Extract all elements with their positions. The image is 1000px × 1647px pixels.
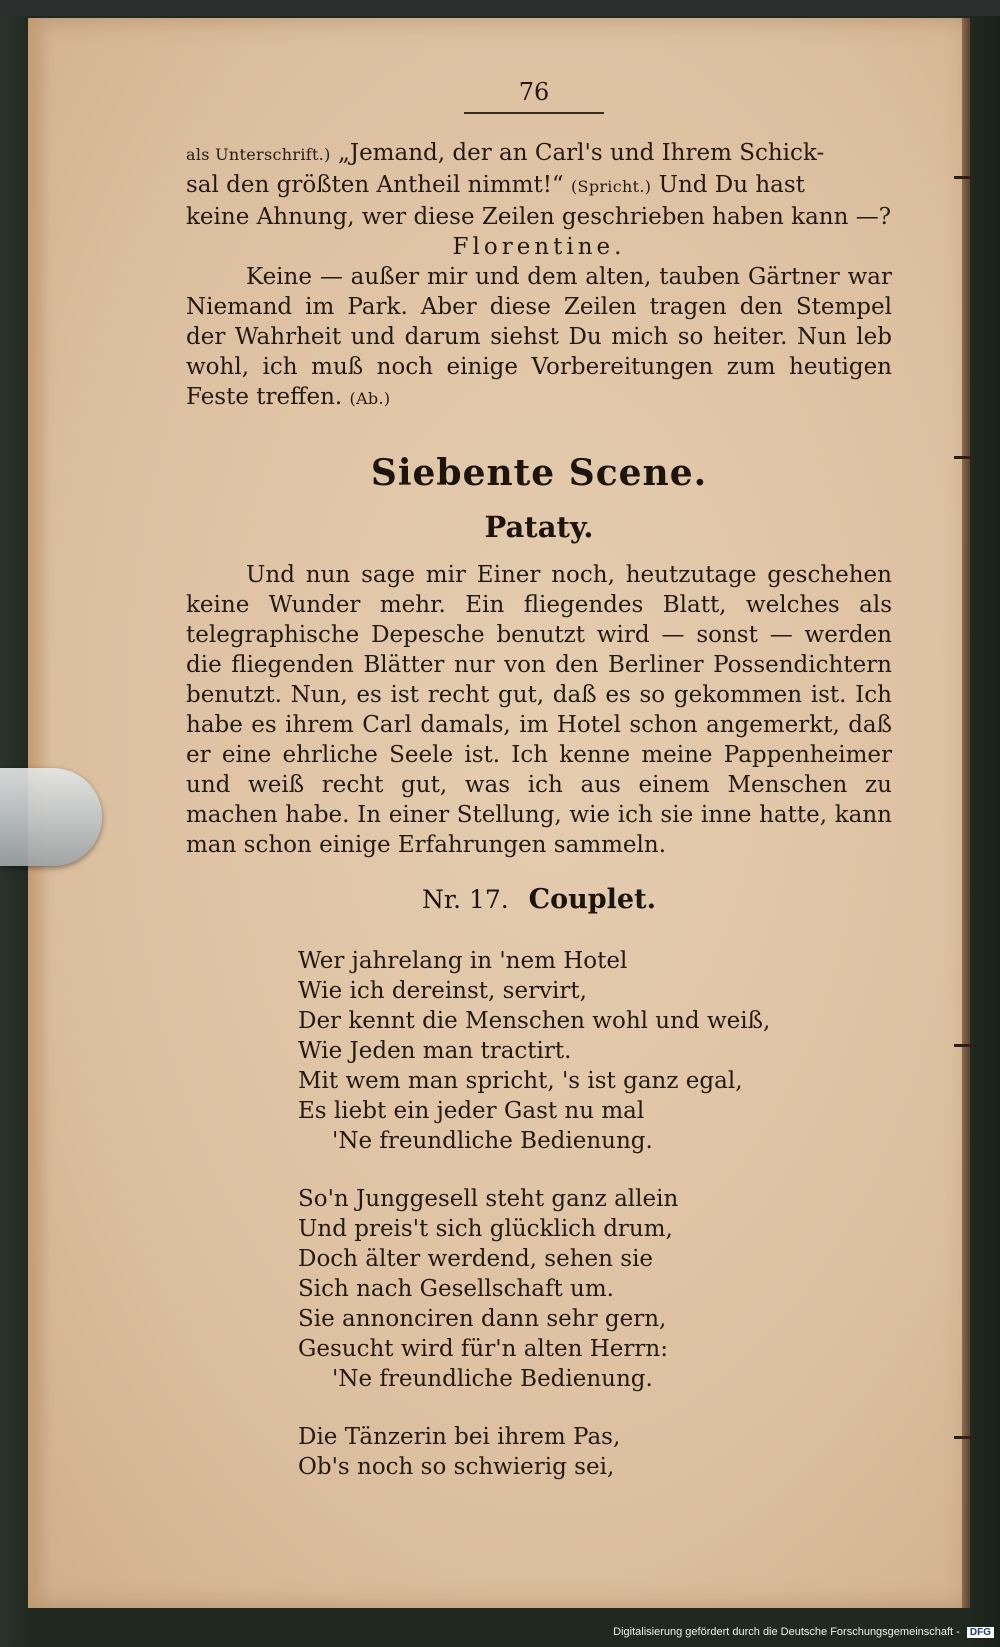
margin-mark [954, 1044, 976, 1047]
verse-2 [298, 1184, 858, 1394]
verse-line: Wie ich dereinst, servirt, [298, 978, 587, 1004]
verse-line: Sie annonciren dann sehr gern, [298, 1306, 667, 1332]
margin-mark [954, 1436, 976, 1439]
margin-mark [954, 176, 976, 179]
dfg-logo: DFG [967, 1627, 994, 1638]
monologue-text: Und nun sage mir Einer noch, heutzutage geschehen keine Wunder mehr. Ein fliegendes Blatt, welches als telegraphische Depesche benutzt wird — sonst — werden die fliegenden Blätter nur von den Berliner Possendichtern benutzt. Nun, es ist recht gut, daß es so gekommen ist. Ich habe es ihrem Carl damals, im Hotel schon angemerkt, daß er eine ehrliche Seele ist. Ich kenne meine Pappenheimer und weiß recht gut, was ich aus einem Menschen zu machen habe. In einer Stellung, wie ich sie inne hatte, kann man schon einige Erfahrungen sammeln. [186, 562, 892, 858]
page-spine [962, 18, 970, 1608]
verse-line: Es liebt ein jeder Gast nu mal [298, 1098, 645, 1124]
verse-line: Die Tänzerin bei ihrem Pas, [298, 1424, 621, 1450]
opening-passage [186, 138, 892, 414]
verse-line: Der kennt die Menschen wohl und weiß, [298, 1008, 771, 1034]
verse-line: Wer jahrelang in 'nem Hotel [298, 948, 628, 974]
pataty-monologue [186, 560, 892, 860]
digitization-credit [0, 1626, 994, 1638]
song-heading [186, 884, 892, 915]
verse-line: Mit wem man spricht, 's ist ganz egal, [298, 1068, 743, 1094]
scene-heading: Siebente Scene. [370, 452, 708, 494]
verse-line: Und preis't sich glücklich drum, [298, 1216, 673, 1242]
dialogue-text: keine Ahnung, wer diese Zeilen geschrieben haben kann —? [186, 204, 892, 230]
verse-line: Wie Jeden man tractirt. [298, 1038, 572, 1064]
dialogue-text: sal den größten Antheil nimmt!“ [186, 172, 564, 198]
verse-line: Gesucht wird für'n alten Herrn: [298, 1336, 668, 1362]
verse-line: Sich nach Gesellschaft um. [298, 1276, 614, 1302]
stage-direction: (Spricht.) [571, 177, 652, 196]
verse-refrain: 'Ne freundliche Bedienung. [332, 1366, 653, 1392]
page-clip [0, 768, 102, 866]
florentine-speech: Keine — außer mir und dem alten, tauben Gärtner war Niemand im Park. Aber diese Zeilen tragen den Stempel der Wahrheit und darum siehst Du mich so heiter. Nun leb wohl, ich muß noch einige Vorbereitungen zum heutigen Feste treffen. [186, 264, 892, 410]
verse-line: Ob's noch so schwierig sei, [298, 1454, 615, 1480]
verse-line: Doch älter werdend, sehen sie [298, 1246, 654, 1272]
page-number: 76 [464, 78, 604, 114]
song-number: Nr. 17. [421, 885, 509, 914]
verse-refrain: 'Ne freundliche Bedienung. [332, 1128, 653, 1154]
credit-text: Digitalisierung gefördert durch die Deutsche Forschungsgemeinschaft - [613, 1626, 960, 1638]
song-title: Couplet. [528, 884, 656, 915]
margin-mark [954, 456, 976, 459]
scan-top-edge [0, 0, 1000, 16]
verse-3 [298, 1422, 858, 1482]
dialogue-text: „Jemand, der an Carl's und Ihrem Schick- [337, 140, 825, 166]
character-heading: Pataty. [484, 510, 594, 544]
dialogue-text: Und Du hast [658, 172, 805, 198]
verse-line: So'n Junggesell steht ganz allein [298, 1186, 679, 1212]
stage-direction-exit: (Ab.) [349, 389, 391, 408]
verse-1 [298, 946, 858, 1156]
speaker-name: Florentine. [452, 234, 626, 260]
stage-direction: als Unterschrift.) [186, 145, 331, 164]
